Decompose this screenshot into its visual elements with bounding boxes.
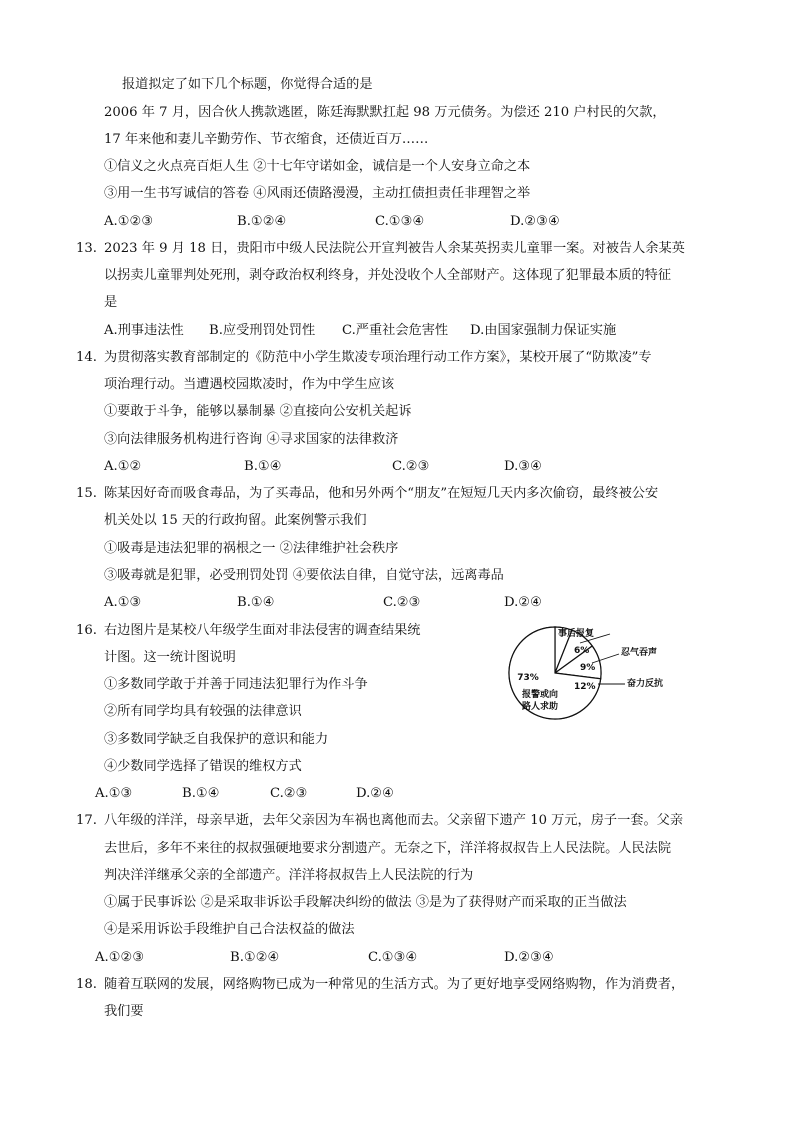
q16-line-4: ②所有同学均具有较强的法律意识 xyxy=(104,704,302,719)
q14-option-d: D.③④ xyxy=(504,459,542,474)
q13-line-1: 2023 年 9 月 18 日，贵阳市中级人民法院公开宣判被告人余某英拐卖儿童罪一案。对被告人余某英 xyxy=(104,241,685,256)
q15-option-c: C.②③ xyxy=(383,595,421,610)
q18-line-2: 我们要 xyxy=(104,1004,144,1019)
pie-category-label: 路人求助 xyxy=(521,702,559,712)
q17-line-4: ①属于民事诉讼 ②是采取非诉讼手段解决纠纷的做法 ③是为了获得财产而采取的正当做法 xyxy=(104,895,627,910)
q13-line-2: 以拐卖儿童罪判处死刑，剥夺政治权利终身，并处没收个人全部财产。这体现了犯罪最本质的特征 xyxy=(104,268,672,283)
pie-value-label: 73% xyxy=(517,673,539,683)
pie-category-label: 报警或向 xyxy=(521,690,559,700)
q14-line-1: 为贯彻落实教育部制定的《防范中小学生欺凌专项治理行动工作方案》，某校开展了“防欺凌”专 xyxy=(104,350,652,365)
q13-option-d: D.由国家强制力保证实施 xyxy=(470,323,617,338)
q14-line-2: 项治理行动。当遭遇校园欺凌时，作为中学生应该 xyxy=(104,377,395,392)
q16-option-a: A.①③ xyxy=(95,786,133,801)
q12-line-2: 2006 年 7 月，因合伙人携款逃匿，陈廷海默默扛起 98 万元债务。为偿还 210 户村民的欠款， xyxy=(104,105,666,120)
q15-line-1: 陈某因好奇而吸食毒品，为了买毒品，他和另外两个“朋友”在短短几天内多次偷窃，最终被公安 xyxy=(104,486,659,501)
q15-option-d: D.②④ xyxy=(504,595,542,610)
q17-option-a: A.①②③ xyxy=(95,950,145,965)
q13-option-c: C.严重社会危害性 xyxy=(342,323,449,338)
q16-line-2: 计图。这一统计图说明 xyxy=(104,650,236,665)
survey-pie-chart xyxy=(500,618,685,728)
q12-line-1: 报道拟定了如下几个标题，你觉得合适的是 xyxy=(122,77,373,92)
pie-category-label: 奋力反抗 xyxy=(627,679,664,689)
q13-number: 13. xyxy=(76,241,97,256)
q15-option-a: A.①③ xyxy=(104,595,142,610)
q16-line-1: 右边图片是某校八年级学生面对非法侵害的调查结果统 xyxy=(104,623,421,638)
q17-number: 17. xyxy=(76,813,97,828)
q16-option-b: B.①④ xyxy=(182,786,220,801)
pie-value-label: 9% xyxy=(580,663,596,673)
q16-line-5: ③多数同学缺乏自我保护的意识和能力 xyxy=(104,732,329,747)
q17-line-2: 去世后，多年不来往的叔叔强硬地要求分割遗产。无奈之下，洋洋将叔叔告上人民法院。人民法院 xyxy=(104,841,672,856)
q16-line-6: ④少数同学选择了错误的维权方式 xyxy=(104,759,302,774)
q12-option-c: C.①③④ xyxy=(375,214,425,229)
q12-line-4: ①信义之火点亮百炬人生 ②十七年守诺如金，诚信是一个人安身立命之本 xyxy=(104,159,531,174)
q17-option-c: C.①③④ xyxy=(368,950,418,965)
q18-line-1: 随着互联网的发展，网络购物已成为一种常见的生活方式。为了更好地享受网络购物，作为消费者， xyxy=(104,977,685,992)
q13-option-b: B.应受刑罚处罚性 xyxy=(209,323,316,338)
q17-line-1: 八年级的洋洋，母亲早逝，去年父亲因为车祸也离他而去。父亲留下遗产 10 万元，房子一套。父亲 xyxy=(104,813,684,828)
q16-number: 16. xyxy=(76,623,97,638)
q15-number: 15. xyxy=(76,486,97,501)
pie-category-label: 忍气吞声 xyxy=(621,648,658,658)
q12-option-a: A.①②③ xyxy=(104,214,154,229)
q14-option-a: A.①② xyxy=(104,459,142,474)
q12-line-5: ③用一生书写诚信的答卷 ④风雨还债路漫漫，主动扛债担责任非理智之举 xyxy=(104,186,531,201)
q16-line-3: ①多数同学敢于并善于同违法犯罪行为作斗争 xyxy=(104,677,368,692)
q12-line-3: 17 年来他和妻儿辛勤劳作、节衣缩食，还债近百万…… xyxy=(104,132,429,147)
q15-option-b: B.①④ xyxy=(237,595,275,610)
q16-option-d: D.②④ xyxy=(356,786,394,801)
pie-value-label: 12% xyxy=(574,682,596,692)
q13-line-3: 是 xyxy=(104,295,118,310)
q14-option-b: B.①④ xyxy=(244,459,282,474)
q18-number: 18. xyxy=(76,977,97,992)
q16-option-c: C.②③ xyxy=(270,786,308,801)
q14-line-3: ①要敢于斗争，能够以暴制暴 ②直接向公安机关起诉 xyxy=(104,404,412,419)
q17-option-b: B.①②④ xyxy=(230,950,280,965)
q13-option-a: A.刑事违法性 xyxy=(104,323,184,338)
q14-option-c: C.②③ xyxy=(392,459,430,474)
q14-line-4: ③向法律服务机构进行咨询 ④寻求国家的法律救济 xyxy=(104,432,399,447)
pie-category-label: 事后报复 xyxy=(558,629,595,639)
q15-line-4: ③吸毒就是犯罪，必受刑罚处罚 ④要依法自律，自觉守法，远离毒品 xyxy=(104,568,504,583)
q14-number: 14. xyxy=(76,350,97,365)
q17-line-5: ④是采用诉讼手段维护自己合法权益的做法 xyxy=(104,922,355,937)
pie-value-label: 6% xyxy=(574,646,590,656)
q15-line-3: ①吸毒是违法犯罪的祸根之一 ②法律维护社会秩序 xyxy=(104,541,399,556)
q12-option-d: D.②③④ xyxy=(510,214,560,229)
q17-line-3: 判决洋洋继承父亲的全部遗产。洋洋将叔叔告上人民法院的行为 xyxy=(104,868,474,883)
q15-line-2: 机关处以 15 天的行政拘留。此案例警示我们 xyxy=(104,513,367,528)
q12-option-b: B.①②④ xyxy=(237,214,287,229)
q17-option-d: D.②③④ xyxy=(504,950,554,965)
